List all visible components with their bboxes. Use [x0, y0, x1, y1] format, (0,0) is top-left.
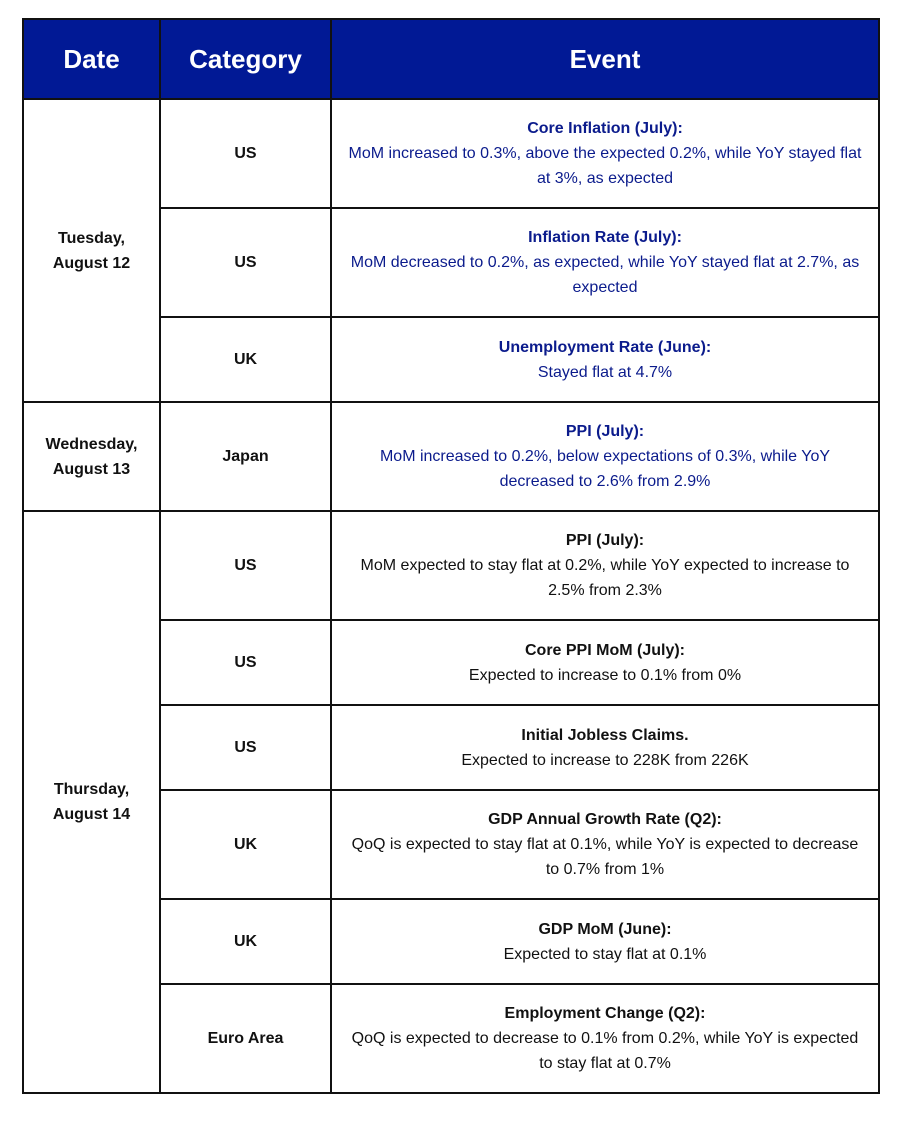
category-cell: Euro Area [160, 984, 331, 1093]
category-cell: Japan [160, 402, 331, 511]
event-title: Unemployment Rate (June): [498, 338, 712, 356]
category-cell: UK [160, 317, 331, 402]
event-description: MoM expected to stay flat at 0.2%, while YoY expected to increase to 2.5% from 2.3% [360, 557, 850, 599]
event-cell [331, 984, 879, 1093]
event-description: Expected to increase to 228K from 226K [461, 751, 749, 769]
event-cell [331, 620, 879, 705]
event-title: Employment Change (Q2): [504, 1005, 706, 1022]
header-row [23, 19, 879, 99]
event-description: QoQ is expected to decrease to 0.1% from 0.2%, while YoY is expected to stay flat at 0.7% [351, 1030, 859, 1072]
economic-calendar-table [22, 18, 880, 1094]
event-title: GDP Annual Growth Rate (Q2): [488, 811, 722, 828]
event-description: MoM decreased to 0.2%, as expected, while YoY stayed flat at 2.7%, as expected [350, 254, 860, 296]
table-row [23, 511, 879, 620]
event-description: Stayed flat at 4.7% [537, 363, 673, 381]
category-cell: UK [160, 790, 331, 899]
event-cell [331, 99, 879, 208]
header-category: Category [160, 19, 331, 99]
date-cell: Wednesday, August 13 [23, 402, 160, 511]
event-description: MoM increased to 0.2%, below expectations of 0.3%, while YoY decreased to 2.6% from 2.9% [379, 448, 831, 490]
category-cell: US [160, 705, 331, 790]
category-cell: US [160, 620, 331, 705]
event-title: Core Inflation (July): [527, 120, 683, 137]
header-event: Event [331, 19, 879, 99]
date-cell: Tuesday, August 12 [23, 99, 160, 402]
event-cell [331, 208, 879, 317]
header-date: Date [23, 19, 160, 99]
event-cell [331, 511, 879, 620]
category-cell: UK [160, 899, 331, 984]
event-cell [331, 402, 879, 511]
event-title: Initial Jobless Claims. [521, 726, 689, 744]
event-title: PPI (July): [565, 532, 645, 549]
event-description: QoQ is expected to stay flat at 0.1%, while YoY is expected to decrease to 0.7% from 1% [351, 836, 859, 878]
event-cell [331, 705, 879, 790]
event-cell [331, 790, 879, 899]
event-description: Expected to increase to 0.1% from 0% [468, 666, 742, 684]
event-title: PPI (July): [565, 423, 645, 440]
event-title: Core PPI MoM (July): [524, 641, 685, 659]
category-cell: US [160, 99, 331, 208]
table-row [23, 99, 879, 208]
event-title: GDP MoM (June): [538, 920, 672, 938]
event-description: Expected to stay flat at 0.1% [503, 945, 707, 963]
category-cell: US [160, 208, 331, 317]
table-row [23, 402, 879, 511]
event-cell [331, 317, 879, 402]
date-cell: Thursday, August 14 [23, 511, 160, 1093]
event-description: MoM increased to 0.3%, above the expected 0.2%, while YoY stayed flat at 3%, as expected [348, 145, 862, 187]
category-cell: US [160, 511, 331, 620]
event-cell [331, 899, 879, 984]
event-title: Inflation Rate (July): [528, 229, 682, 246]
